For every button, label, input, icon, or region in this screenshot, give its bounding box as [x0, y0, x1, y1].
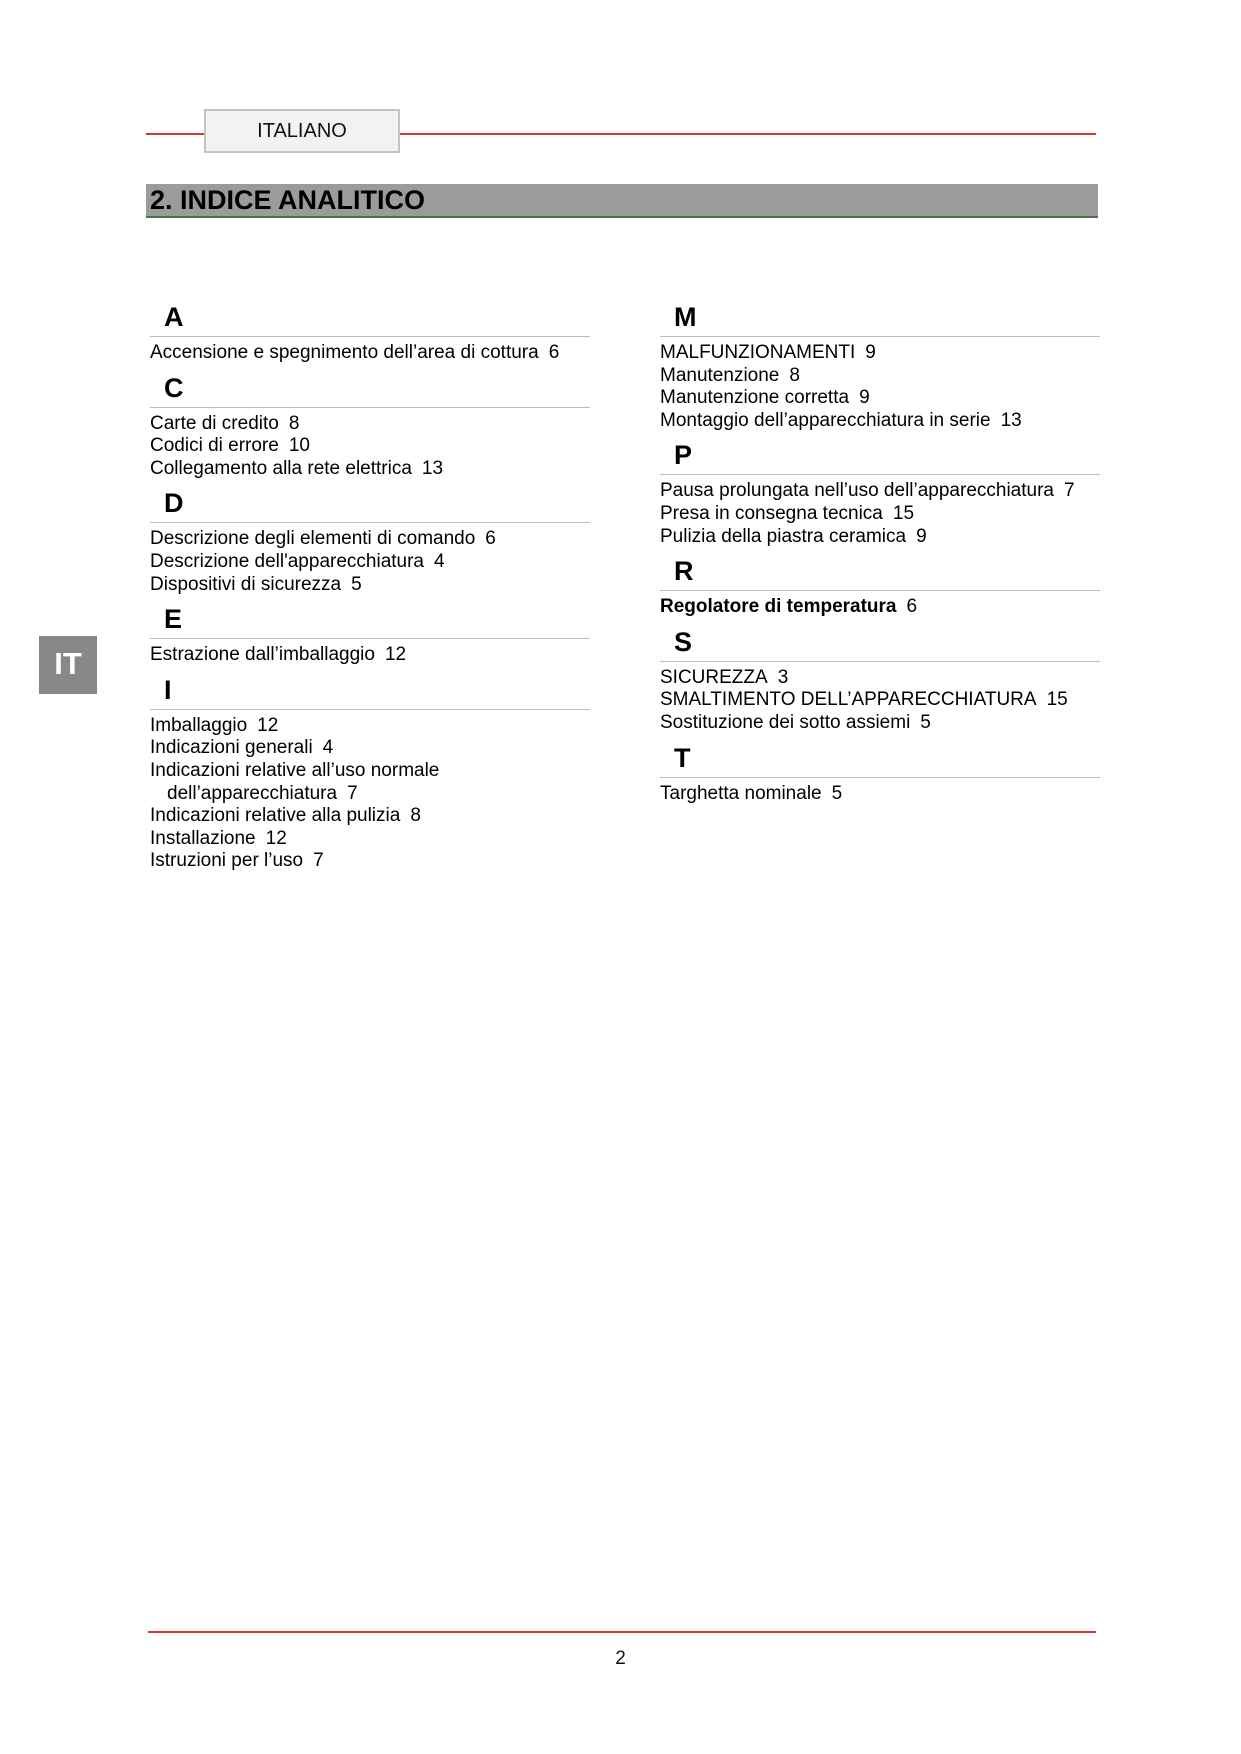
index-letter-heading: S — [660, 625, 1100, 662]
index-entry-text: Regolatore di temperatura — [660, 596, 897, 618]
index-entry-page: 7 — [1064, 480, 1075, 502]
index-entry-text: SICUREZZA — [660, 666, 768, 688]
index-entry-page: 8 — [789, 364, 800, 386]
index-entry-page: 7 — [313, 850, 324, 872]
index-entry-text: dell’apparecchiatura — [167, 782, 338, 804]
index-entry-page: 8 — [410, 805, 421, 827]
index-group-c — [150, 371, 590, 481]
index-entry — [150, 342, 590, 365]
index-entry-text: Istruzioni per l’uso — [150, 850, 304, 872]
index-entry-page: 5 — [831, 782, 843, 804]
index-entry — [150, 528, 590, 551]
index-letter-heading: E — [150, 602, 590, 639]
index-letter-heading: M — [660, 300, 1100, 337]
index-entry-page: 15 — [892, 502, 915, 524]
index-entry-page: 12 — [384, 644, 407, 666]
index-entry — [150, 574, 590, 597]
index-entry-text: Dispositivi di sicurezza — [150, 573, 342, 595]
index-entry-page: 6 — [485, 528, 496, 550]
index-entry — [660, 387, 1100, 410]
index-group-a — [150, 300, 590, 365]
index-entry — [150, 828, 590, 851]
index-entry-text: MALFUNZIONAMENTI — [660, 342, 856, 363]
index-letter-heading: T — [660, 741, 1100, 778]
index-entry-text: Indicazioni relative alla pulizia — [150, 805, 401, 827]
index-entry-text: Targhetta nominale — [660, 782, 822, 804]
index-entry-text: Carte di credito — [150, 412, 279, 434]
index-entry-text: Estrazione dall’imballaggio — [150, 644, 375, 666]
index-entry-page: 13 — [1000, 409, 1022, 431]
index-group-r — [660, 554, 1100, 619]
index-entry-text: Sostituzione dei sotto assiemi — [660, 711, 911, 733]
index-entry — [660, 480, 1100, 503]
index-entry-page: 5 — [920, 711, 931, 733]
index-entry-page: 9 — [859, 387, 870, 409]
index-entry — [660, 667, 1100, 690]
index-group-d — [150, 486, 590, 596]
index-entry — [150, 850, 590, 873]
index-letter-heading: C — [150, 371, 590, 408]
index-entry-page: 6 — [548, 342, 560, 363]
index-entry — [150, 783, 590, 806]
index-entry — [660, 596, 1100, 619]
index-entry — [660, 410, 1100, 433]
index-entry — [660, 689, 1100, 712]
index-group-e — [150, 602, 590, 667]
index-column-left — [150, 300, 590, 873]
section-title: 2. INDICE ANALITICO — [150, 185, 426, 215]
index-entry-text: Collegamento alla rete elettrica — [150, 457, 412, 479]
index-entry-page: 12 — [265, 827, 287, 849]
index-entry — [150, 413, 590, 436]
index-entry-page: 4 — [434, 550, 445, 572]
index-group-s — [660, 625, 1100, 735]
index-entry — [660, 712, 1100, 735]
index-entry-text: Descrizione degli elementi di comando — [150, 528, 476, 550]
footer-rule — [148, 1631, 1096, 1633]
section-header-bar — [146, 184, 1098, 218]
index-entry — [660, 342, 1100, 365]
index-entry-text: Installazione — [150, 827, 256, 849]
index-entry-page: 12 — [257, 714, 279, 736]
index-letter-heading: A — [150, 300, 590, 337]
index-entry-text: Presa in consegna tecnica — [660, 502, 883, 524]
index-entry-text: Descrizione dell'apparecchiatura — [150, 550, 424, 572]
page-number: 2 — [615, 1648, 626, 1669]
index-entry-text: Imballaggio — [150, 714, 248, 736]
index-letter-heading: I — [150, 673, 590, 710]
index-entry — [150, 715, 590, 738]
index-entry-page: 5 — [351, 573, 362, 595]
index-entry — [660, 526, 1100, 549]
index-entry — [150, 760, 590, 783]
index-entry-page: 4 — [322, 737, 334, 759]
index-entry — [150, 551, 590, 574]
index-entry-text: Manutenzione — [660, 364, 780, 386]
index-entry — [150, 737, 590, 760]
index-entry-page: 6 — [906, 596, 918, 618]
language-tab: ITALIANO — [204, 109, 400, 153]
index-group-m — [660, 300, 1100, 432]
index-entry — [660, 783, 1100, 806]
index-entry-page: 9 — [916, 525, 927, 547]
index-entry — [660, 503, 1100, 526]
index-entry-page: 10 — [288, 435, 310, 457]
index-group-p — [660, 438, 1100, 548]
index-entry-text: Codici di errore — [150, 435, 279, 457]
index-entry-text: Pulizia della piastra ceramica — [660, 525, 907, 547]
index-group-t — [660, 741, 1100, 806]
index-entry-page: 13 — [421, 457, 444, 479]
index-entry — [660, 365, 1100, 388]
index-entry-text: Indicazioni relative all’uso normale — [150, 759, 440, 781]
index-entry-text: Pausa prolungata nell’uso dell’apparecchiatura — [660, 480, 1054, 502]
index-entry-text: Accensione e spegnimento dell’area di cottura — [150, 342, 539, 363]
index-entry — [150, 435, 590, 458]
index-entry-page: 7 — [347, 782, 358, 804]
index-entry-page: 15 — [1046, 689, 1068, 711]
language-side-tab: IT — [39, 636, 97, 694]
index-letter-heading: P — [660, 438, 1100, 475]
index-column-right — [660, 300, 1100, 805]
index-group-i — [150, 673, 590, 873]
index-letter-heading: R — [660, 554, 1100, 591]
index-entry — [150, 458, 590, 481]
index-entry-text: Indicazioni generali — [150, 737, 313, 759]
index-entry-text: Manutenzione corretta — [660, 387, 850, 409]
index-entry-page: 9 — [865, 342, 876, 363]
index-entry — [150, 644, 590, 667]
index-entry-text: Montaggio dell’apparecchiatura in serie — [660, 409, 991, 431]
index-entry — [150, 805, 590, 828]
index-entry-page: 3 — [777, 666, 789, 688]
index-entry-page: 8 — [288, 412, 300, 434]
index-entry-text: SMALTIMENTO DELL’APPARECCHIATURA — [660, 689, 1037, 711]
index-letter-heading: D — [150, 486, 590, 523]
